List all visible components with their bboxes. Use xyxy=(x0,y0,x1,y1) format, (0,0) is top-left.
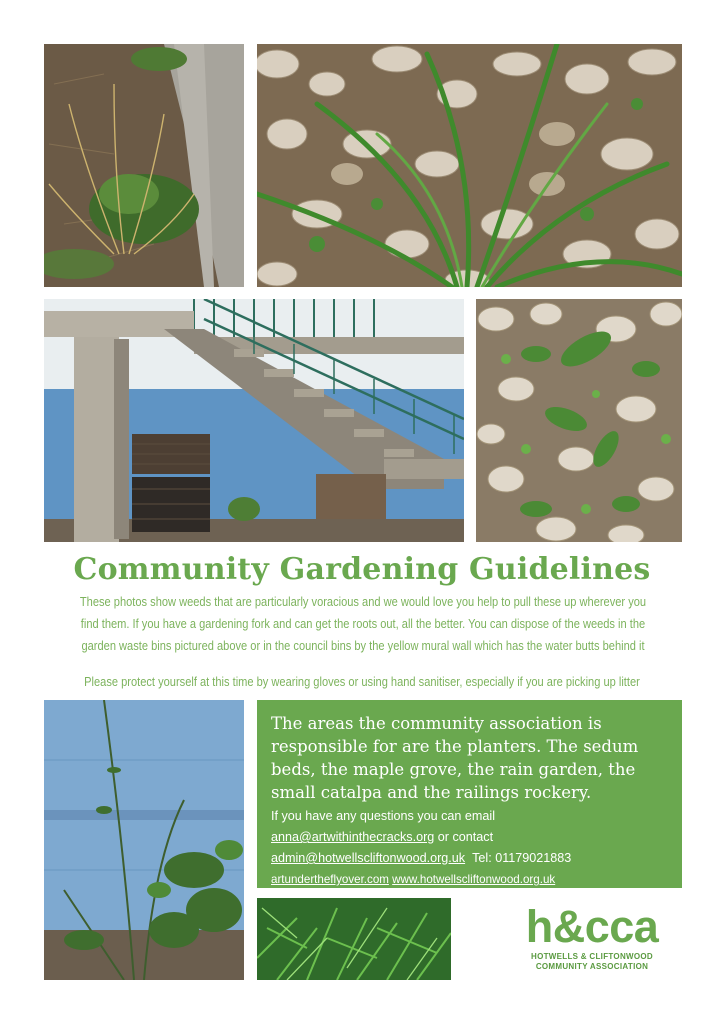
email-link-admin[interactable]: admin@hotwellscliftonwood.org.uk xyxy=(271,851,466,865)
contact-line-2 xyxy=(271,848,668,869)
info-box xyxy=(257,700,682,888)
photo-weeds-path xyxy=(44,44,244,287)
contact-line-3 xyxy=(271,869,668,890)
intro-line: garden waste bins pictured above or in the council bins by the yellow mural wall which has the water butts behind it xyxy=(81,639,645,653)
responsibilities-text: The areas the community association is responsible for are the planters. The sedum beds, the maple grove, the rain garden, the small catalpa and the railings rockery. xyxy=(271,714,639,802)
contact-details xyxy=(271,806,668,890)
photo-grass-pebbles xyxy=(257,44,682,287)
page-title: Community Gardening Guidelines xyxy=(73,552,651,587)
logo-mark: h&cca xyxy=(525,901,659,952)
logo-name-line-2: COMMUNITY ASSOCIATION xyxy=(535,962,649,971)
intro-text xyxy=(79,591,647,657)
telephone-text: Tel: 01179021883 xyxy=(472,851,572,865)
photo-wall-weed xyxy=(44,700,244,980)
website-link-flyover[interactable]: artundertheflyover.com xyxy=(271,873,389,886)
photo-staircase xyxy=(44,299,464,542)
contact-intro: If you have any questions you can email xyxy=(271,809,496,823)
intro-line: find them. If you have a gardening fork and can get the roots out, all the better. You can dispose of the weeds in the xyxy=(80,617,646,631)
contact-line-1 xyxy=(271,827,668,848)
photo-pebble-weeds xyxy=(476,299,682,542)
website-link-hcca[interactable]: www.hotwellscliftonwood.org.uk xyxy=(392,873,556,886)
logo-name-line-1: HOTWELLS & CLIFTONWOOD xyxy=(531,952,653,961)
hcca-logo xyxy=(502,898,682,980)
safety-notice: Please protect yourself at this time by wearing gloves or using hand sanitiser, especially if you are picking up litter xyxy=(84,675,640,689)
email-link-anna[interactable]: anna@artwithinthecracks.org xyxy=(271,830,435,844)
photo-green-plant xyxy=(257,898,451,980)
intro-line: These photos show weeds that are particularly voracious and we would love you help to pull these up wherever you xyxy=(79,595,647,609)
or-contact-text: or contact xyxy=(434,830,494,844)
